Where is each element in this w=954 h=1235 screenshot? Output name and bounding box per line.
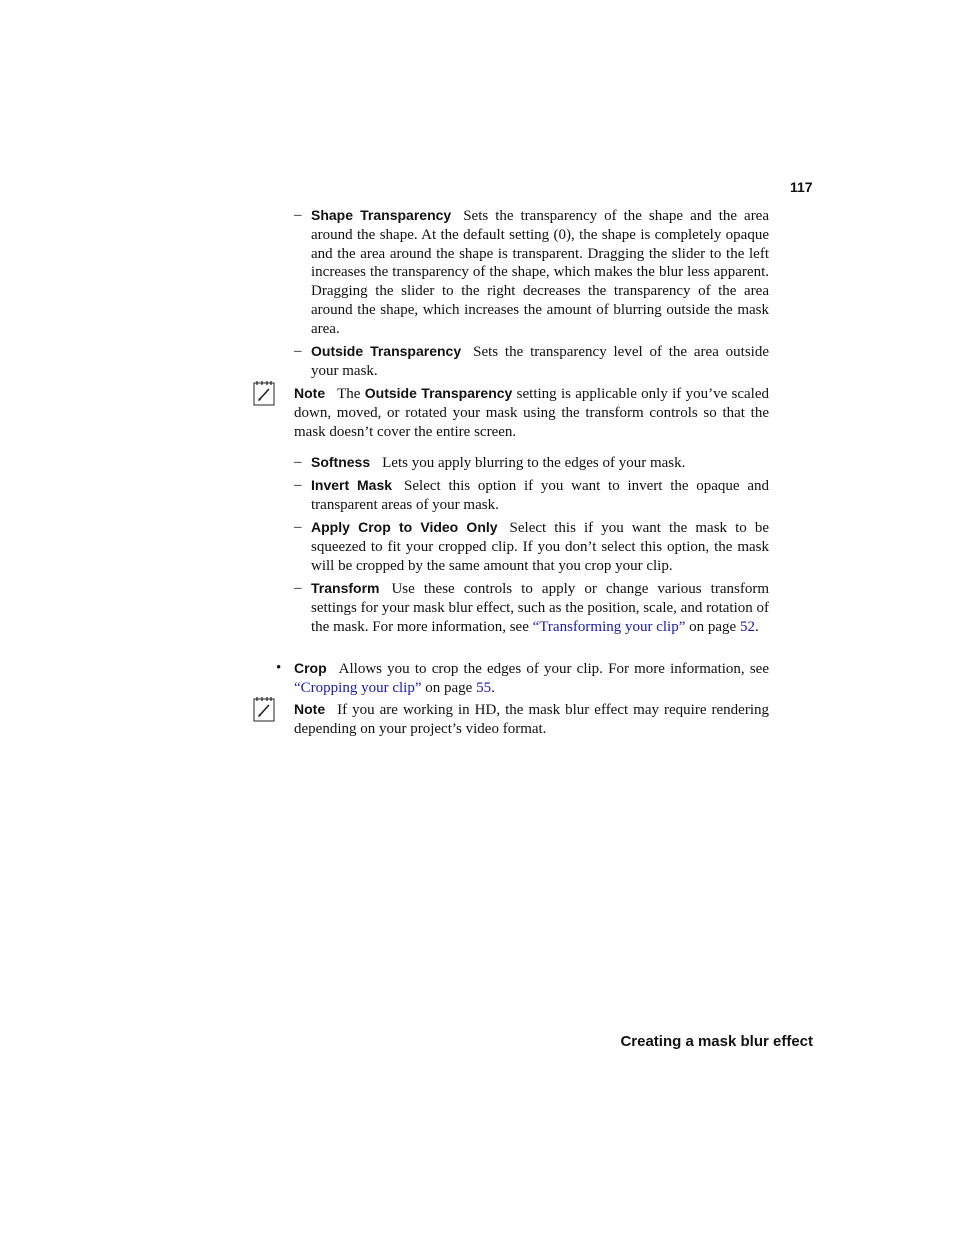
item-text: Select this if you want the mask to be squeezed to fit your cropped clip. If you don’t select this option, the mask will be cropped by the same amount that you crop your clip.	[311, 520, 769, 574]
note-outside-transparency	[294, 384, 769, 441]
dash-marker: –	[294, 580, 302, 596]
dash-marker: –	[294, 454, 302, 470]
period: .	[754, 618, 759, 635]
item-text: Sets the transparency of the shape and the area around the shape. At the default setting (0), the shape is completely opaque and the area around the shape is transparent. Dragging the slider to the left increases the transparency of the shape, which makes the blur less apparent. Dragging the slider to the right decreases the transparency of the area around the shape, which increases the amount of blurring outside the mask area.	[311, 208, 770, 337]
list-item-shape-transparency	[294, 206, 770, 339]
on-page-text: on page	[425, 679, 473, 696]
item-text: Lets you apply blurring to the edges of your mask.	[382, 455, 686, 471]
cropping-clip-link[interactable]: “Cropping your clip”	[294, 679, 422, 696]
note-bold-term: Outside Transparency	[364, 385, 513, 401]
page-number: 117	[790, 179, 813, 195]
term-label: Softness	[311, 454, 371, 470]
period: .	[491, 679, 495, 696]
list-item-transform	[294, 579, 769, 636]
page-52-link[interactable]: 52	[739, 618, 755, 635]
note-text: If you are working in HD, the mask blur effect may require rendering depending on your project’s video format.	[294, 702, 769, 737]
item-text: Sets the transparency level of the area outside your mask.	[311, 344, 769, 379]
dash-marker: –	[294, 207, 302, 223]
item-text: Select this option if you want to invert the opaque and transparent areas of your mask.	[311, 478, 769, 513]
transforming-clip-link[interactable]: “Transforming your clip”	[532, 618, 686, 635]
dash-marker: –	[294, 477, 302, 493]
note-hd-rendering	[294, 700, 769, 739]
page-55-link[interactable]: 55	[476, 679, 492, 696]
list-item-outside-transparency	[294, 342, 769, 381]
term-label: Apply Crop to Video Only	[311, 519, 498, 535]
item-text: Allows you to crop the edges of your clip. For more information, see	[338, 661, 769, 677]
note-pencil-icon	[253, 696, 275, 722]
note-label: Note	[294, 701, 326, 717]
item-text: Use these controls to apply or change various transform settings for your mask blur effect, such as the position, scale, and rotation of the mask. For more information, see	[311, 581, 769, 635]
term-label: Transform	[311, 580, 380, 596]
dash-marker: –	[294, 343, 302, 359]
on-page-text: on page	[689, 618, 737, 635]
list-item-crop	[276, 659, 769, 698]
dash-marker: –	[294, 519, 302, 535]
list-item-softness	[294, 453, 769, 473]
term-label: Invert Mask	[311, 477, 393, 493]
term-label: Shape Transparency	[311, 207, 452, 223]
note-text-after: setting is applicable only if you’ve scaled down, moved, or rotated your mask using the transform controls so that the mask doesn’t cover the entire screen.	[294, 386, 770, 440]
bullet-marker: •	[276, 660, 282, 676]
term-label: Crop	[294, 660, 327, 676]
list-item-apply-crop	[294, 518, 769, 575]
note-text-before: The	[337, 386, 361, 402]
term-label: Outside Transparency	[311, 343, 462, 359]
list-item-invert-mask	[294, 476, 769, 515]
note-pencil-icon	[253, 380, 275, 406]
footer-section-title: Creating a mask blur effect	[620, 1033, 813, 1050]
note-label: Note	[294, 385, 326, 401]
